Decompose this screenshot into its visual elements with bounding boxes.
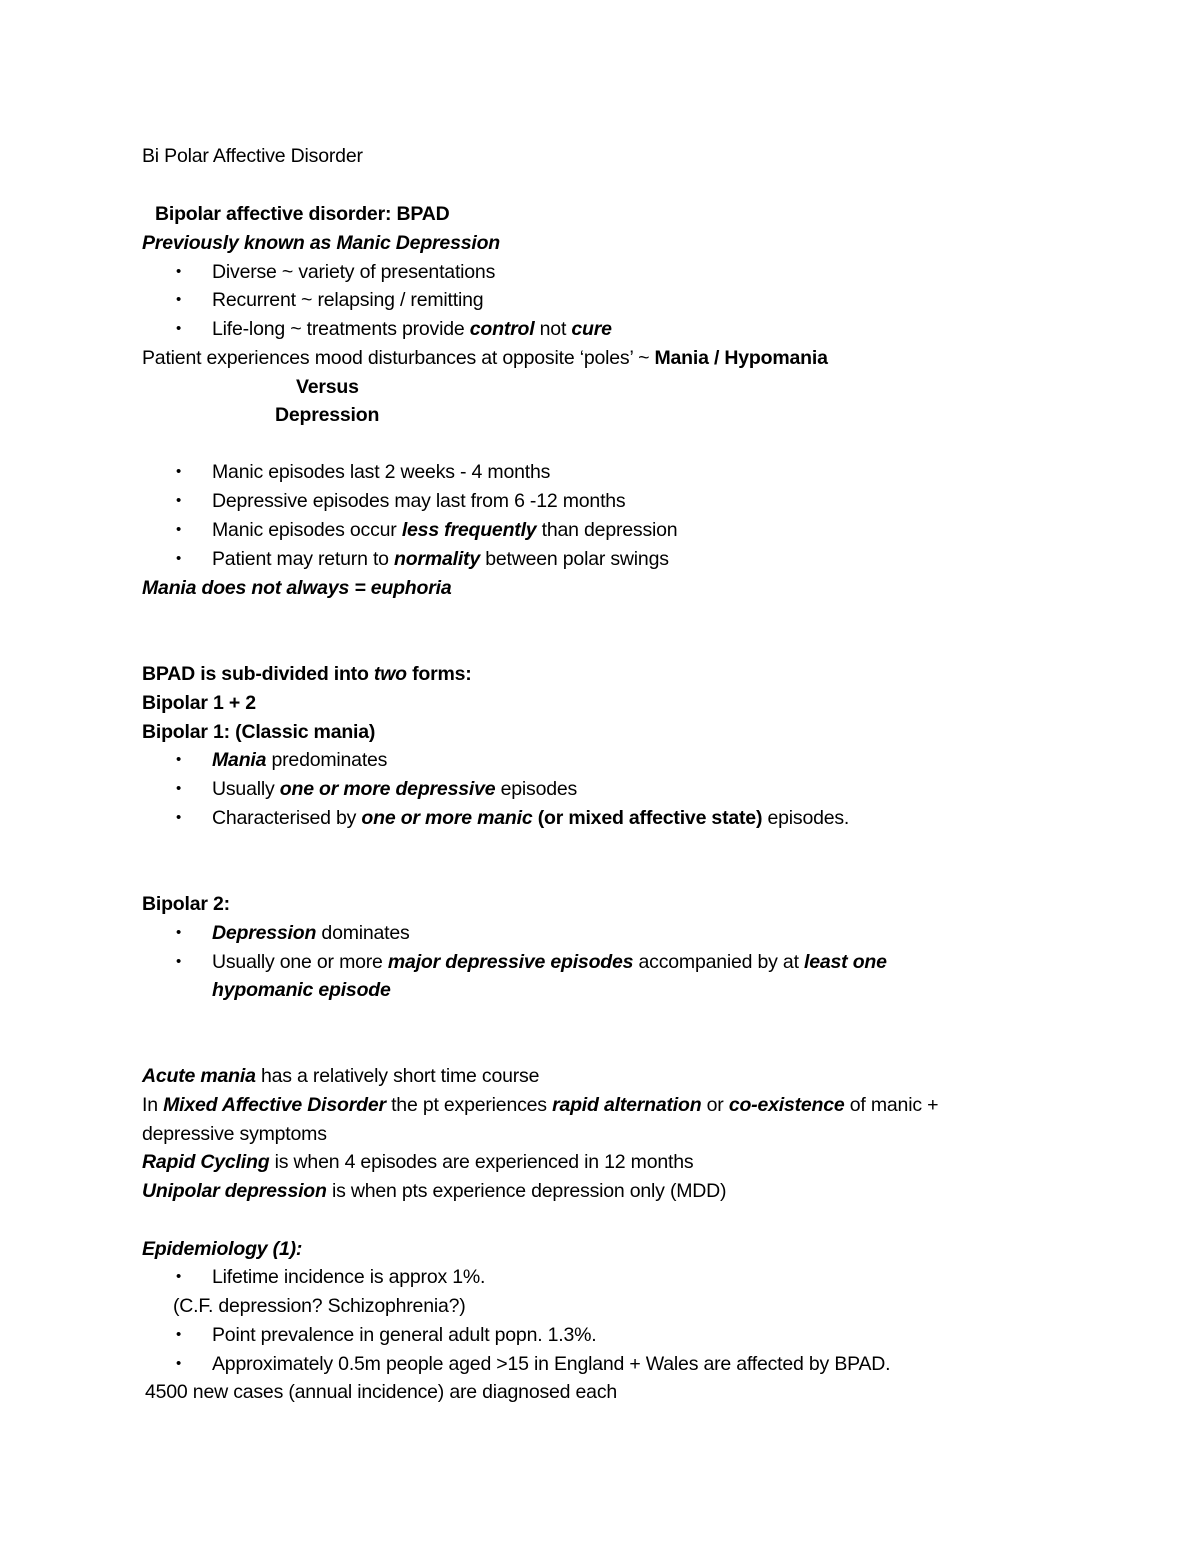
list-item-text: Characterised by <box>212 807 362 829</box>
mixed-line-continuation: depressive symptoms <box>142 1123 327 1145</box>
bipolar-12-label: Bipolar 1 + 2 <box>142 692 256 714</box>
list-item <box>176 747 388 773</box>
versus-label: Versus <box>296 376 359 398</box>
bullet-icon: • <box>176 263 182 280</box>
emphasis-text: one or more manic <box>361 807 533 829</box>
cf-note: (C.F. depression? Schizophrenia?) <box>173 1295 466 1317</box>
list-item <box>176 949 887 975</box>
new-cases-line: 4500 new cases (annual incidence) are diagnosed each <box>145 1381 618 1403</box>
emphasis-text: normality <box>394 548 481 570</box>
list-item <box>176 1351 891 1377</box>
epidemiology-heading: Epidemiology (1): <box>142 1238 303 1260</box>
bullet-icon: • <box>176 320 182 337</box>
list-item-text: Life-long ~ treatments provide <box>212 318 470 340</box>
list-item-text: Recurrent ~ relapsing / remitting <box>212 289 484 311</box>
mania-note: Mania does not always = euphoria <box>142 577 452 599</box>
subdivided-line <box>142 661 472 687</box>
list-item <box>176 546 669 572</box>
list-item-text: between polar swings <box>480 548 669 570</box>
emphasis-text: least one <box>804 951 887 973</box>
bullet-icon: • <box>176 1326 182 1343</box>
list-item-text: Usually <box>212 778 280 800</box>
list-item-text: Manic episodes last 2 weeks - 4 months <box>212 461 551 483</box>
emphasis-text: major depressive episodes <box>387 951 634 973</box>
bullet-icon: • <box>176 809 182 826</box>
emphasis-text: Mania <box>212 749 267 771</box>
list-item <box>176 316 612 342</box>
poles-emphasis: Mania / Hypomania <box>654 347 828 369</box>
bipolar2-heading: Bipolar 2: <box>142 893 230 915</box>
subdivided-text: BPAD is sub-divided into <box>142 663 374 685</box>
bullet-icon: • <box>176 521 182 538</box>
bullet-icon: • <box>176 924 182 941</box>
bullet-icon: • <box>176 953 182 970</box>
list-item <box>176 920 410 946</box>
emphasis-text: rapid alternation <box>552 1094 702 1116</box>
list-item-text: dominates <box>316 922 410 944</box>
list-item-text: Usually one or more <box>212 951 388 973</box>
body-text: the pt experiences <box>385 1094 553 1116</box>
bullet-icon: • <box>176 1355 182 1372</box>
list-item <box>176 776 578 802</box>
mixed-line <box>142 1092 938 1118</box>
list-item-text: Depressive episodes may last from 6 -12 months <box>212 490 626 512</box>
bullet-icon: • <box>176 291 182 308</box>
bipolar1-heading: Bipolar 1: (Classic mania) <box>142 721 376 743</box>
emphasis-text: two <box>373 663 407 685</box>
bullet-icon: • <box>176 780 182 797</box>
list-item <box>176 459 551 485</box>
document-title: Bi Polar Affective Disorder <box>142 145 363 167</box>
unipolar-line <box>142 1178 726 1204</box>
bullet-icon: • <box>176 550 182 567</box>
bullet-icon: • <box>176 463 182 480</box>
list-item <box>176 517 678 543</box>
list-item-text: Patient may return to <box>212 548 395 570</box>
list-item-text: not <box>534 318 572 340</box>
bullet-icon: • <box>176 492 182 509</box>
bold-text: (or mixed affective state) <box>532 807 763 829</box>
list-item <box>176 1264 486 1290</box>
depression-label: Depression <box>275 404 380 426</box>
body-text: of manic + <box>844 1094 939 1116</box>
emphasis-text: Acute mania <box>142 1065 256 1087</box>
list-item-text: accompanied by at <box>633 951 805 973</box>
poles-line <box>142 345 828 371</box>
poles-text: Patient experiences mood disturbances at opposite ‘poles’ ~ <box>142 347 655 369</box>
body-text: has a relatively short time course <box>255 1065 540 1087</box>
rapid-cycling-line <box>142 1149 693 1175</box>
body-text: or <box>701 1094 729 1116</box>
subdivided-text: forms: <box>406 663 472 685</box>
acute-mania-line <box>142 1063 539 1089</box>
bullet-icon: • <box>176 1268 182 1285</box>
emphasis-text: one or more depressive <box>279 778 496 800</box>
emphasis-text: Mixed Affective Disorder <box>163 1094 386 1116</box>
emphasis-text: co-existence <box>728 1094 845 1116</box>
emphasis-text: Unipolar depression <box>142 1180 327 1202</box>
list-item-text: episodes <box>495 778 578 800</box>
emphasis-text: less frequently <box>401 519 537 541</box>
emphasis-text: Rapid Cycling <box>142 1151 270 1173</box>
emphasis-text: control <box>469 318 535 340</box>
list-item <box>176 1322 597 1348</box>
list-item-text: Point prevalence in general adult popn. 1.3%. <box>212 1324 597 1346</box>
list-item <box>176 805 850 831</box>
list-item-text: Lifetime incidence is approx 1%. <box>212 1266 486 1288</box>
list-item <box>176 287 484 313</box>
previously-known: Previously known as Manic Depression <box>142 232 501 254</box>
list-item <box>176 259 496 285</box>
subtitle: Bipolar affective disorder: BPAD <box>155 203 450 225</box>
list-item <box>176 488 626 514</box>
body-text: In <box>142 1094 164 1116</box>
body-text: is when 4 episodes are experienced in 12 months <box>269 1151 694 1173</box>
list-item-text: than depression <box>536 519 678 541</box>
emphasis-text: cure <box>571 318 612 340</box>
list-item-text: Manic episodes occur <box>212 519 402 541</box>
list-item-text: Approximately 0.5m people aged >15 in England + Wales are affected by BPAD. <box>212 1353 891 1375</box>
list-item-text: episodes. <box>762 807 850 829</box>
emphasis-text: Depression <box>212 922 317 944</box>
bullet-icon: • <box>176 751 182 768</box>
body-text: is when pts experience depression only (MDD) <box>326 1180 727 1202</box>
list-item-text: Diverse ~ variety of presentations <box>212 261 496 283</box>
list-item-continuation: hypomanic episode <box>212 979 391 1001</box>
list-item-text: predominates <box>266 749 388 771</box>
